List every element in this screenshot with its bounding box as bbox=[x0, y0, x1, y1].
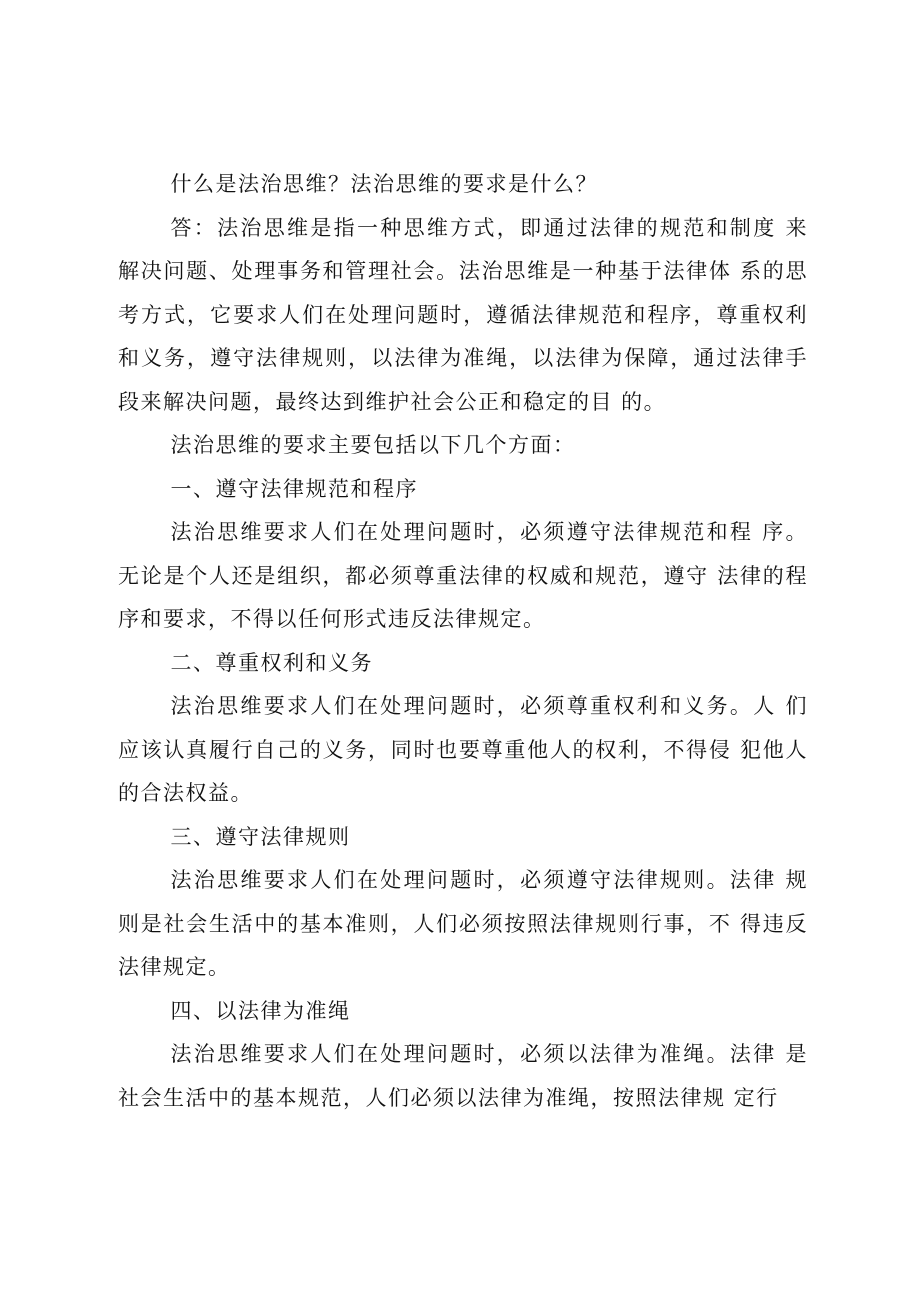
section-heading-3: 三、遵守法律规则 bbox=[170, 824, 351, 849]
section-heading-1: 一、遵守法律规范和程序 bbox=[170, 476, 418, 501]
requirements-intro: 法治思维的要求主要包括以下几个方面： bbox=[170, 433, 576, 457]
section-body-4: 法治思维要求人们在处理问题时，必须以法律为准绳。法律 是社会生活中的基本规范，人们必须以法律为准绳，按照法律规 定行 bbox=[118, 1042, 808, 1110]
section-body-2: 法治思维要求人们在处理问题时，必须尊重权利和义务。人 们应该认真履行自己的义务，同时也要尊重他人的权利，不得侵 犯他人的合法权益。 bbox=[118, 694, 808, 805]
question-heading: 什么是法治思维？法治思维的要求是什么？ bbox=[170, 172, 598, 196]
section-body-3: 法治思维要求人们在处理问题时，必须遵守法律规则。法律 规则是社会生活中的基本准则，人们必须按照法律规则行事，不 得违反法律规定。 bbox=[118, 868, 808, 979]
section-body-1: 法治思维要求人们在处理问题时，必须遵守法律规范和程 序。无论是个人还是组织，都必须尊重法律的权威和规范，遵守 法律的程序和要求，不得以任何形式违反法律规定。 bbox=[118, 520, 808, 631]
answer-paragraph: 答：法治思维是指一种思维方式，即通过法律的规范和制度 来解决问题、处理事务和管理社会。法治思维是一种基于法律体 系的思考方式，它要求人们在处理问题时，遵循法律规范和程序，尊重权利和义务，遵守法律规则，以法律为准绳，以法律为保障，通过法律手段来解决问题，最终达到维护社会公正和稳定的目 的。 bbox=[118, 215, 808, 414]
section-heading-2: 二、尊重权利和义务 bbox=[170, 650, 373, 675]
document-body bbox=[118, 163, 808, 1120]
section-heading-4: 四、以法律为准绳 bbox=[170, 998, 351, 1023]
